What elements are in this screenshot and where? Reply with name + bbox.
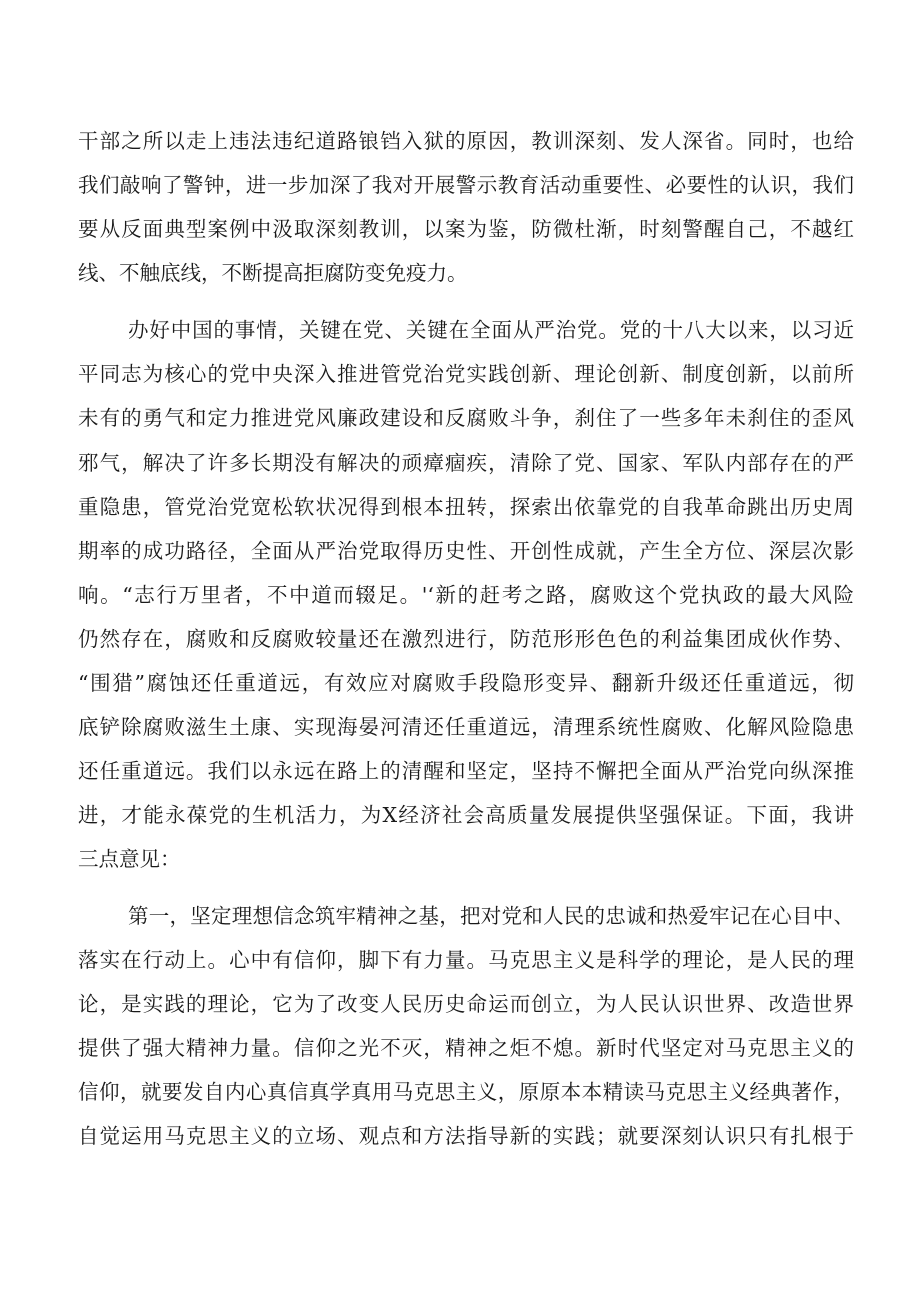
paragraph-2-line-12: 进，才能永葆党的生机活力，为X经济社会高质量发展提供坚强保证。下面，我讲	[78, 803, 854, 827]
paragraph-2-line-7: 响。“志行万里者，不中道而辍足。'‘新的赶考之路，腐败这个党执政的最大风险	[78, 583, 854, 607]
paragraph-2-line-9: “围猎”腐蚀还任重道远，有效应对腐败手段隐形变异、翻新升级还任重道远，彻	[78, 671, 854, 695]
paragraph-3-line-2: 落实在行动上。心中有信仰，脚下有力量。马克思主义是科学的理论，是人民的理	[78, 948, 854, 972]
paragraph-2-line-4: 邪气，解决了许多长期没有解决的顽瘴痼疾，清除了党、国家、军队内部存在的严	[78, 451, 854, 475]
paragraph-3-line-1: 第一，坚定理想信念筑牢精神之基，把对党和人民的忠诚和热爱牢记在心目中、	[128, 904, 854, 928]
paragraph-1-line-4: 线、不触底线，不断提高拒腐防变免疫力。	[78, 261, 468, 285]
paragraph-2-line-11: 还任重道远。我们以永远在路上的清醒和坚定，坚持不懈把全面从严治党向纵深推	[78, 759, 854, 783]
paragraph-3-line-4: 提供了强大精神力量。信仰之光不灭，精神之炬不熄。新时代坚定对马克思主义的	[78, 1036, 854, 1060]
paragraph-2-line-13: 三点意见：	[78, 847, 181, 871]
paragraph-3-line-5: 信仰，就要发自内心真信真学真用马克思主义，原原本本精读马克思主义经典著作，	[78, 1080, 854, 1104]
paragraph-1-line-1: 干部之所以走上违法违纪道路锒铛入狱的原因，教训深刻、发人深省。同时，也给	[78, 129, 854, 153]
paragraph-3-line-3: 论，是实践的理论，它为了改变人民历史命运而创立，为人民认识世界、改造世界	[78, 992, 854, 1016]
paragraph-1-line-3: 要从反面典型案例中汲取深刻教训，以案为鉴，防微杜渐，时刻警醒自己，不越红	[78, 217, 854, 241]
paragraph-2-line-8: 仍然存在，腐败和反腐败较量还在激烈进行，防范形形色色的利益集团成伙作势、	[78, 627, 854, 651]
paragraph-2-line-1: 办好中国的事情，关键在党、关键在全面从严治党。党的十八大以来，以习近	[128, 318, 854, 342]
paragraph-2-line-2: 平同志为核心的党中央深入推进管党治党实践创新、理论创新、制度创新，以前所	[78, 362, 854, 386]
paragraph-1-line-2: 我们敲响了警钟，进一步加深了我对开展警示教育活动重要性、必要性的认识，我们	[78, 173, 854, 197]
paragraph-2-line-10: 底铲除腐败滋生土康、实现海晏河清还任重道远，清理系统性腐败、化解风险隐患	[78, 715, 854, 739]
paragraph-3-line-6: 自觉运用马克思主义的立场、观点和方法指导新的实践；就要深刻认识只有扎根于	[78, 1124, 854, 1148]
paragraph-2-line-6: 期率的成功路径，全面从严治党取得历史性、开创性成就，产生全方位、深层次影	[78, 539, 854, 563]
paragraph-2-line-5: 重隐患，管党治党宽松软状况得到根本扭转，探索出依靠党的自我革命跳出历史周	[78, 495, 854, 519]
paragraph-2-line-3: 未有的勇气和定力推进党风廉政建设和反腐败斗争，刹住了一些多年未刹住的歪风	[78, 406, 854, 430]
